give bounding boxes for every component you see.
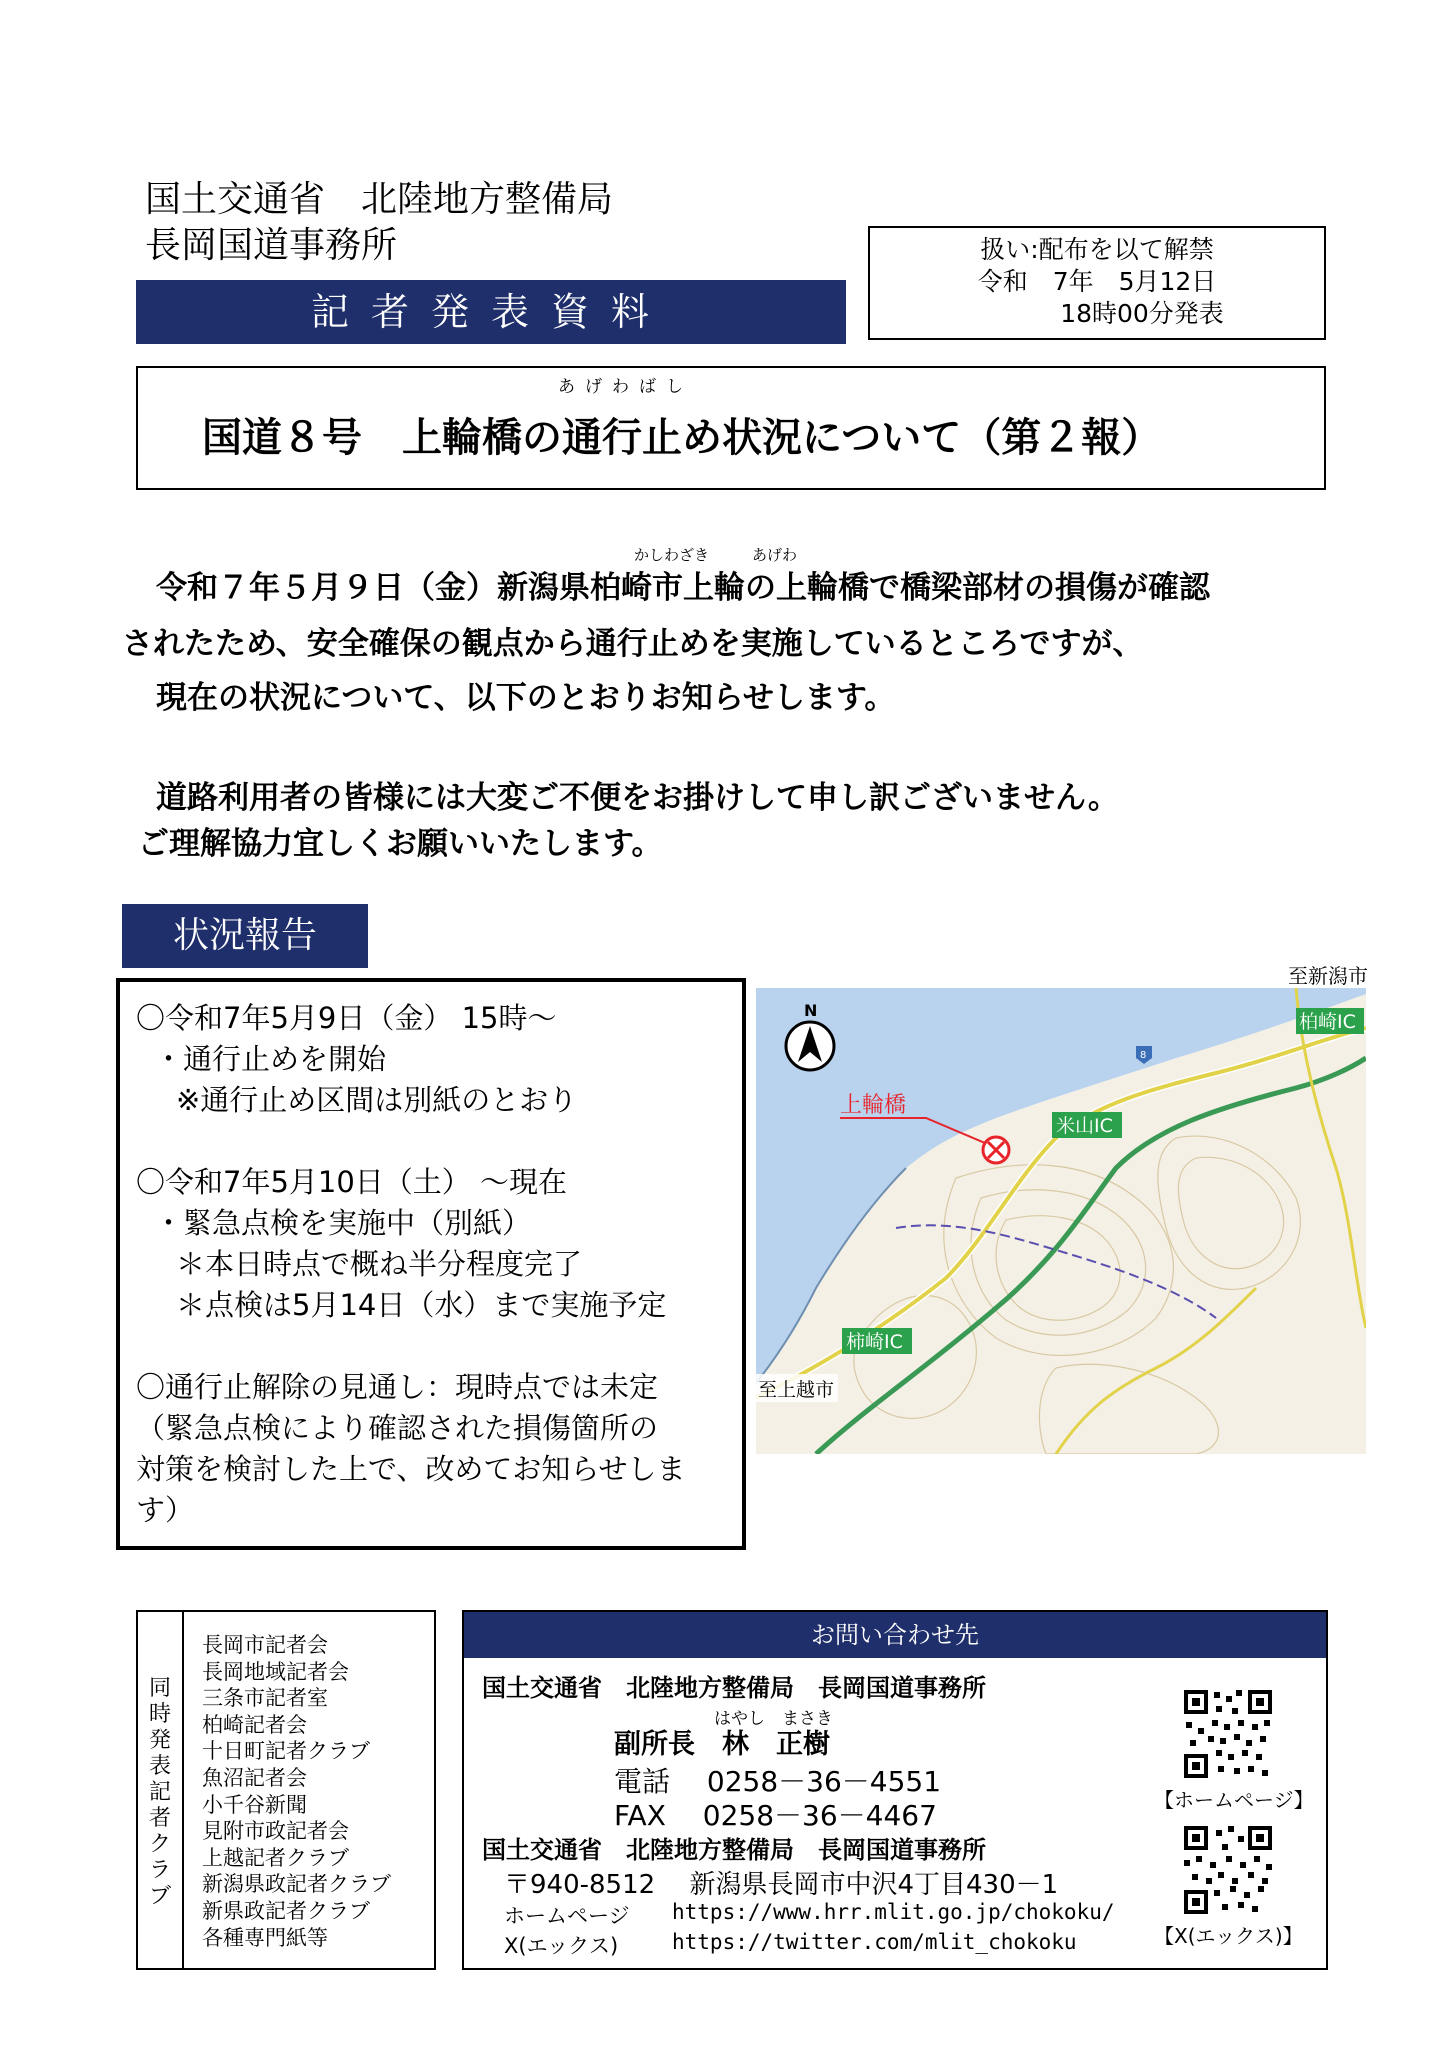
north-label: N	[804, 1001, 818, 1020]
office-name: 長岡国道事務所	[145, 225, 398, 266]
list-item: 各種専門紙等	[202, 1925, 328, 1950]
status-item: ＊点検は5月14日（水）まで実施予定	[176, 1288, 667, 1322]
release-info-box	[868, 226, 1326, 340]
release-date: 令和 7年 5月12日	[977, 267, 1217, 296]
homepage-label: ホームページ	[504, 1904, 630, 1928]
list-item: 長岡市記者会	[202, 1633, 328, 1657]
list-item: 新県政記者クラブ	[202, 1898, 370, 1923]
intro-line-3: 現在の状況について、以下のとおりお知らせします。	[156, 680, 896, 716]
contact-name: 副所長 林 正樹	[614, 1729, 830, 1760]
contact-fax: FAX 0258－36－4467	[614, 1799, 937, 1832]
list-item: 新潟県政記者クラブ	[202, 1872, 391, 1897]
map-destination-niigata: 至新潟市	[1288, 964, 1368, 988]
status-item: （緊急点検により確認された損傷箇所の	[136, 1411, 659, 1445]
release-time: 18時00分発表	[1060, 299, 1224, 328]
page-title: 国道８号 上輪橋の通行止め状況について（第２報）	[202, 415, 1162, 461]
status-item: 対策を検討した上で、改めてお知らせしま	[136, 1452, 686, 1486]
status-item: ※通行止め区間は別紙のとおり	[176, 1083, 578, 1117]
ruby-agewa: あげわ	[752, 546, 798, 564]
media-clubs-heading: 同時発表記者クラブ	[138, 1612, 184, 1968]
homepage-qr-label: 【ホームページ】	[1154, 1788, 1314, 1812]
list-item: 十日町記者クラブ	[202, 1739, 370, 1764]
contact-phone: 電話 0258－36－4551	[614, 1765, 942, 1798]
x-url[interactable]: https://twitter.com/mlit_chokoku	[672, 1930, 1077, 1954]
contact-name-ruby: はやし まさき	[714, 1709, 833, 1729]
status-item: ・通行止めを開始	[154, 1042, 387, 1076]
status-item: す）	[136, 1493, 195, 1527]
media-clubs-list	[202, 1632, 391, 1951]
map-destination-joetsu: 至上越市	[758, 1379, 835, 1401]
location-map	[756, 988, 1366, 1454]
status-report-label: 状況報告	[122, 904, 368, 968]
ic-kashiwazaki-label: 柏崎IC	[1299, 1011, 1356, 1033]
list-item: 柏崎記者会	[202, 1712, 307, 1737]
ministry-name: 国土交通省 北陸地方整備局	[145, 179, 614, 220]
homepage-qr-code-icon[interactable]	[1182, 1688, 1274, 1780]
bridge-label: 上輪橋	[840, 1093, 907, 1118]
svg-text:8: 8	[1140, 1050, 1147, 1061]
contact-box	[462, 1610, 1328, 1970]
apology-line-2: ご理解協力宜しくお願いいたします。	[138, 826, 663, 862]
media-clubs-box	[136, 1610, 436, 1970]
contact-org: 国土交通省 北陸地方整備局 長岡国道事務所	[482, 1674, 986, 1702]
north-arrow-icon	[786, 1022, 834, 1070]
title-box	[136, 366, 1326, 490]
contact-org-2: 国土交通省 北陸地方整備局 長岡国道事務所	[482, 1836, 986, 1864]
title-ruby: あげわばし	[558, 377, 693, 397]
list-item: 小千谷新聞	[202, 1792, 307, 1817]
list-item: 三条市記者室	[202, 1686, 328, 1711]
road-closure-icon	[983, 1137, 1009, 1163]
x-label: X(エックス)	[504, 1934, 619, 1958]
status-item: ・緊急点検を実施中（別紙）	[154, 1206, 532, 1240]
list-item: 長岡地域記者会	[202, 1659, 349, 1684]
status-item: ＊本日時点で概ね半分程度完了	[176, 1247, 583, 1281]
contact-heading: お問い合わせ先	[464, 1612, 1326, 1658]
ruby-kashiwazaki: かしわざき	[634, 546, 710, 564]
status-item: 〇令和7年5月10日（土） ～現在	[136, 1165, 568, 1199]
status-item: 〇令和7年5月9日（金） 15時～	[136, 1001, 557, 1035]
apology-line-1: 道路利用者の皆様には大変ご不便をお掛けして申し訳ございません。	[156, 780, 1119, 816]
homepage-url[interactable]: https://www.hrr.mlit.go.jp/chokoku/	[672, 1900, 1115, 1924]
list-item: 見附市政記者会	[202, 1819, 349, 1844]
status-report-box	[116, 978, 746, 1550]
list-item: 上越記者クラブ	[202, 1845, 349, 1870]
ic-yoneyama-label: 米山IC	[1056, 1115, 1113, 1137]
press-release-bar: 記者発表資料	[136, 280, 846, 344]
ic-kakizaki-label: 柿崎IC	[846, 1331, 903, 1353]
status-item: 〇通行止解除の見通し：現時点では未定	[136, 1370, 659, 1404]
x-qr-code-icon[interactable]	[1182, 1824, 1274, 1916]
intro-line-2: されたため、安全確保の観点から通行止めを実施しているところですが、	[122, 626, 1144, 662]
intro-line-1: 令和７年５月９日（金）新潟県柏崎市上輪の上輪橋で橋梁部材の損傷が確認	[156, 570, 1210, 606]
release-embargo: 扱い:配布を以て解禁	[980, 235, 1214, 264]
contact-address: 〒940-8512 新潟県長岡市中沢4丁目430－1	[504, 1870, 1059, 1900]
x-qr-label: 【X(エックス)】	[1154, 1924, 1303, 1948]
list-item: 魚沼記者会	[202, 1765, 307, 1790]
